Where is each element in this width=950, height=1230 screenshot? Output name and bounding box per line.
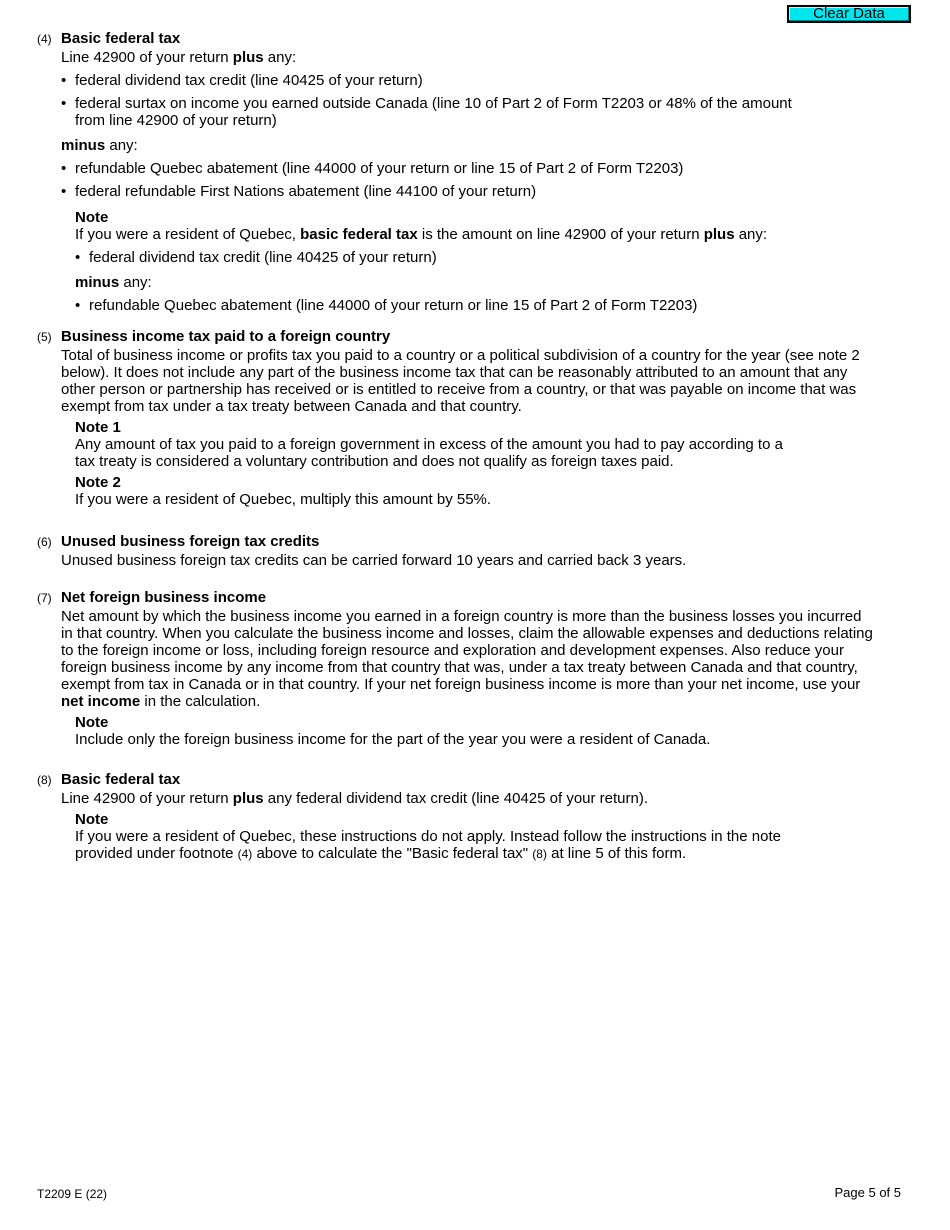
section-title: Business income tax paid to a foreign country xyxy=(61,328,391,345)
list-item: • federal dividend tax credit (line 40425 of your return) xyxy=(75,249,910,266)
note-label: Note xyxy=(75,714,109,731)
clear-data-button[interactable]: Clear Data xyxy=(787,5,911,23)
note-label: Note 2 xyxy=(75,474,121,491)
list-item: • federal surtax on income you earned outside Canada (line 10 of Part 2 of Form T2203 or 48% of the amount from line 42900 of your return) xyxy=(61,95,910,129)
section-net-foreign-business-income xyxy=(61,589,910,748)
note-block xyxy=(75,209,910,314)
note-label: Note 1 xyxy=(75,419,121,436)
note-block xyxy=(75,811,910,863)
footnote-number-8: (8) xyxy=(37,773,52,787)
paragraph: Unused business foreign tax credits can be carried forward 10 years and carried back 3 years. xyxy=(61,552,687,569)
note-block xyxy=(75,419,910,508)
paragraph: If you were a resident of Quebec, these instructions do not apply. Instead follow the instructions in the note provided under footnote (4) above to calculate the "Basic federal tax" (8) at line 5 of this form. xyxy=(75,828,781,862)
section-basic-federal-tax xyxy=(61,30,910,314)
paragraph: Line 42900 of your return plus any: xyxy=(61,49,297,66)
section-basic-federal-tax-2 xyxy=(61,771,910,863)
paragraph: Line 42900 of your return plus any federal dividend tax credit (line 40425 of your return). xyxy=(61,790,649,807)
section-title: Basic federal tax xyxy=(61,771,181,788)
footnote-number-4: (4) xyxy=(37,32,52,46)
note-block xyxy=(75,714,910,748)
paragraph: minus any: xyxy=(75,274,152,291)
paragraph: minus any: xyxy=(61,137,138,154)
page-number: Page 5 of 5 xyxy=(834,1185,901,1200)
list-item: • refundable Quebec abatement (line 44000 of your return or line 15 of Part 2 of Form T2203) xyxy=(61,160,910,177)
paragraph: Net amount by which the business income you earned in a foreign country is more than the business losses you incurred in that country. When you calculate the business income and losses, claim the allowable expenses and deductions relating to the foreign income or loss, including foreign resource and exploration and development expenses. Also reduce your foreign business income by any income from that country that was, under a tax treaty between Canada and that country, exempt from tax in Canada or in that country. If your net foreign business income is more than your net income, use your net income in the calculation. xyxy=(61,608,873,710)
section-unused-business-credits xyxy=(61,533,910,569)
section-title: Basic federal tax xyxy=(61,30,181,47)
paragraph: If you were a resident of Quebec, basic federal tax is the amount on line 42900 of your return plus any: xyxy=(75,226,768,243)
paragraph: If you were a resident of Quebec, multiply this amount by 55%. xyxy=(75,491,492,508)
section-business-income-tax-paid xyxy=(61,328,910,508)
note-label: Note xyxy=(75,209,109,226)
note-label: Note xyxy=(75,811,109,828)
footnote-number-7: (7) xyxy=(37,591,52,605)
section-title: Unused business foreign tax credits xyxy=(61,533,320,550)
paragraph: Any amount of tax you paid to a foreign government in excess of the amount you had to pay according to a tax treaty is considered a voluntary contribution and does not qualify as foreign taxes paid. xyxy=(75,436,783,470)
paragraph: Include only the foreign business income for the part of the year you were a resident of Canada. xyxy=(75,731,711,748)
list-item: • federal refundable First Nations abatement (line 44100 of your return) xyxy=(61,183,910,200)
list-item: • federal dividend tax credit (line 40425 of your return) xyxy=(61,72,910,89)
list-item: • refundable Quebec abatement (line 44000 of your return or line 15 of Part 2 of Form T2203) xyxy=(75,297,910,314)
paragraph: Total of business income or profits tax you paid to a country or a political subdivision of a country for the year (see note 2 below). It does not include any part of the business income tax that can be reasonably attributed to an amount that any other person or partnership has received or is entitled to receive from a country, or that was payable on income that was exempt from tax under a tax treaty between Canada and that country. xyxy=(61,347,860,415)
footnote-number-5: (5) xyxy=(37,330,52,344)
section-title: Net foreign business income xyxy=(61,589,267,606)
form-id: T2209 E (22) xyxy=(37,1187,108,1201)
footnote-number-6: (6) xyxy=(37,535,52,549)
